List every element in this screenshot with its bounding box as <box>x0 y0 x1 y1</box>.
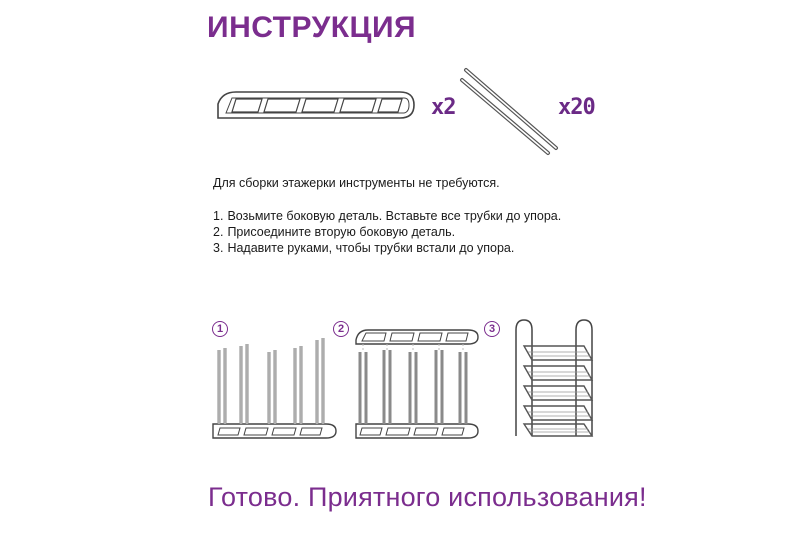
step-3-badge: 3 <box>484 321 500 337</box>
step-2-badge: 2 <box>333 321 349 337</box>
step3-drawing <box>516 320 592 436</box>
page-title: ИНСТРУКЦИЯ <box>207 11 417 44</box>
step-number: 3. <box>213 241 224 255</box>
step-text: Присоедините вторую боковую деталь. <box>227 225 456 239</box>
step-text: Надавите руками, чтобы трубки встали до упора. <box>227 241 515 255</box>
intro-text: Для сборки этажерки инструменты не требуются. <box>213 176 500 190</box>
step-number: 2. <box>213 225 224 239</box>
closing-message: Готово. Приятного использования! <box>208 482 647 512</box>
side-panel-quantity: x2 <box>431 95 456 120</box>
tube-quantity: x20 <box>558 95 595 120</box>
step-text: Возьмите боковую деталь. Вставьте все трубки до упора. <box>227 209 562 223</box>
step-number: 1. <box>213 209 224 223</box>
step1-drawing <box>213 338 336 438</box>
step2-drawing <box>356 330 478 438</box>
step-1-badge: 1 <box>212 321 228 337</box>
